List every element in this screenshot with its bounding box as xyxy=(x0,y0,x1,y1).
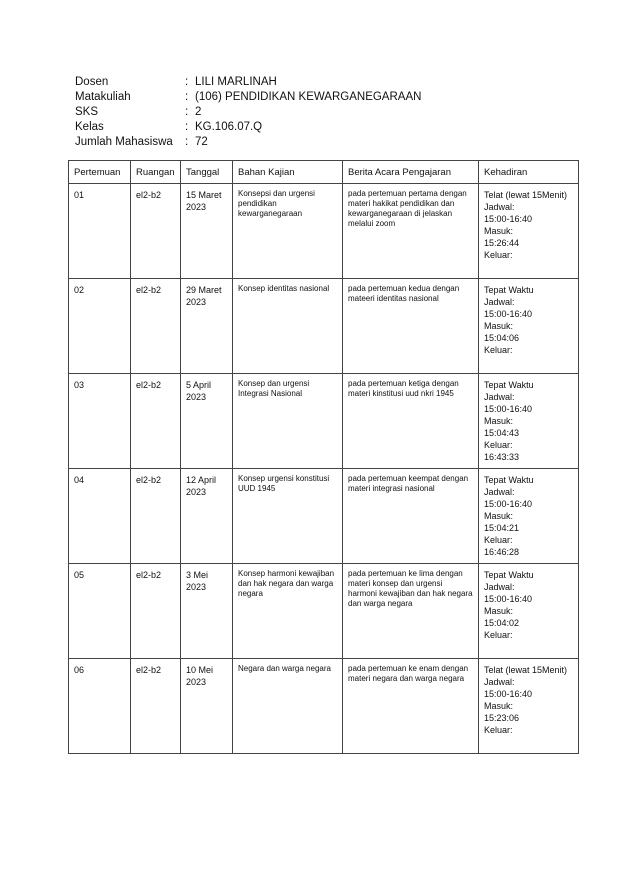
separator: : xyxy=(185,121,189,133)
column-header-tanggal: Tanggal xyxy=(181,161,233,184)
cell-tanggal: 29 Maret 2023 xyxy=(181,279,233,374)
cell-berita-acara: pada pertemuan kedua dengan mateeri identitas nasional xyxy=(343,279,479,374)
separator: : xyxy=(185,106,189,118)
kehadiran-line: Tepat Waktu xyxy=(484,285,534,295)
cell-kehadiran xyxy=(479,469,579,564)
kehadiran-line: Jadwal: xyxy=(484,677,515,687)
matakuliah-value: (106) PENDIDIKAN KEWARGANEGARAAN xyxy=(195,91,422,103)
kehadiran-line: 15:26:44 xyxy=(484,238,520,248)
kehadiran-line: Keluar: xyxy=(484,535,513,545)
kehadiran-line: Tepat Waktu xyxy=(484,475,534,485)
cell-pertemuan: 02 xyxy=(69,279,131,374)
cell-ruangan: el2-b2 xyxy=(131,659,181,754)
kehadiran-line: 15:04:43 xyxy=(484,428,520,438)
kehadiran-line: Masuk: xyxy=(484,511,514,521)
cell-tanggal: 15 Maret 2023 xyxy=(181,184,233,279)
kehadiran-line: Keluar: xyxy=(484,440,513,450)
cell-tanggal: 10 Mei 2023 xyxy=(181,659,233,754)
separator: : xyxy=(185,91,189,103)
sks-value: 2 xyxy=(195,106,202,118)
kehadiran-line: 15:00-16:40 xyxy=(484,689,533,699)
cell-berita-acara: pada pertemuan ketiga dengan materi kinstitusi uud nkri 1945 xyxy=(343,374,479,469)
table-row xyxy=(69,279,579,374)
jumlah-mahasiswa-label: Jumlah Mahasiswa xyxy=(75,136,173,148)
cell-bahan-kajian: Konsep urgensi konstitusi UUD 1945 xyxy=(233,469,343,564)
cell-ruangan: el2-b2 xyxy=(131,279,181,374)
dosen-row xyxy=(75,75,421,90)
kelas-label: Kelas xyxy=(75,121,104,133)
cell-pertemuan: 01 xyxy=(69,184,131,279)
cell-bahan-kajian: Negara dan warga negara xyxy=(233,659,343,754)
attendance-table xyxy=(68,160,579,754)
kehadiran-line: Masuk: xyxy=(484,321,514,331)
kehadiran-line: 15:04:21 xyxy=(484,523,520,533)
cell-kehadiran xyxy=(479,659,579,754)
table-header-row xyxy=(69,161,579,184)
kehadiran-line: 15:23:06 xyxy=(484,713,520,723)
kehadiran-line: Jadwal: xyxy=(484,487,515,497)
kehadiran-line: 16:46:28 xyxy=(484,547,520,557)
cell-kehadiran xyxy=(479,184,579,279)
cell-ruangan: el2-b2 xyxy=(131,469,181,564)
jumlah-mahasiswa-row xyxy=(75,135,421,150)
cell-bahan-kajian: Konsep harmoni kewajiban dan hak negara dan warga negara xyxy=(233,564,343,659)
kehadiran-line: Jadwal: xyxy=(484,297,515,307)
column-header-bahan-kajian: Bahan Kajian xyxy=(233,161,343,184)
sks-label: SKS xyxy=(75,106,99,118)
cell-pertemuan: 05 xyxy=(69,564,131,659)
kehadiran-line: Masuk: xyxy=(484,226,514,236)
kehadiran-line: 15:04:02 xyxy=(484,618,520,628)
kehadiran-line: Jadwal: xyxy=(484,392,515,402)
separator: : xyxy=(185,136,189,148)
kehadiran-line: 15:00-16:40 xyxy=(484,404,533,414)
kehadiran-line: Masuk: xyxy=(484,416,514,426)
cell-tanggal: 12 April 2023 xyxy=(181,469,233,564)
jumlah-mahasiswa-value: 72 xyxy=(195,136,208,148)
dosen-label: Dosen xyxy=(75,76,109,88)
kehadiran-line: Telat (lewat 15Menit) xyxy=(484,665,568,675)
table-row xyxy=(69,659,579,754)
cell-pertemuan: 03 xyxy=(69,374,131,469)
dosen-value: LILI MARLINAH xyxy=(195,76,277,88)
kehadiran-line: Jadwal: xyxy=(484,202,515,212)
cell-kehadiran xyxy=(479,564,579,659)
table-row xyxy=(69,374,579,469)
kehadiran-line: 15:00-16:40 xyxy=(484,499,533,509)
table-row xyxy=(69,564,579,659)
kehadiran-line: 15:04:06 xyxy=(484,333,520,343)
kehadiran-line: Keluar: xyxy=(484,250,513,260)
cell-berita-acara: pada pertemuan keempat dengan materi integrasi nasional xyxy=(343,469,479,564)
cell-berita-acara: pada pertemuan pertama dengan materi hakikat pendidikan dan kewarganegaraan di jelaskan melalui zoom xyxy=(343,184,479,279)
cell-bahan-kajian: Konsep identitas nasional xyxy=(233,279,343,374)
kehadiran-line: Keluar: xyxy=(484,630,513,640)
report-header xyxy=(75,75,421,150)
kelas-row xyxy=(75,120,421,135)
separator: : xyxy=(185,76,189,88)
cell-berita-acara: pada pertemuan ke lima dengan materi konsep dan urgensi harmoni kewajiban dan hak negara dan warga negara xyxy=(343,564,479,659)
cell-berita-acara: pada pertemuan ke enam dengan materi negara dan warga negara xyxy=(343,659,479,754)
kelas-value: KG.106.07.Q xyxy=(195,121,263,133)
cell-bahan-kajian: Konsepsi dan urgensi pendidikan kewarganegaraan xyxy=(233,184,343,279)
kehadiran-line: Keluar: xyxy=(484,345,513,355)
column-header-kehadiran: Kehadiran xyxy=(479,161,579,184)
cell-ruangan: el2-b2 xyxy=(131,184,181,279)
column-header-pertemuan: Pertemuan xyxy=(69,161,131,184)
cell-ruangan: el2-b2 xyxy=(131,374,181,469)
kehadiran-line: Masuk: xyxy=(484,606,514,616)
kehadiran-line: 16:43:33 xyxy=(484,452,520,462)
cell-kehadiran xyxy=(479,374,579,469)
table-row xyxy=(69,469,579,564)
column-header-ruangan: Ruangan xyxy=(131,161,181,184)
cell-pertemuan: 04 xyxy=(69,469,131,564)
kehadiran-line: Jadwal: xyxy=(484,582,515,592)
matakuliah-row xyxy=(75,90,421,105)
cell-tanggal: 5 April 2023 xyxy=(181,374,233,469)
kehadiran-line: 15:00-16:40 xyxy=(484,594,533,604)
cell-bahan-kajian: Konsep dan urgensi Integrasi Nasional xyxy=(233,374,343,469)
kehadiran-line: 15:00-16:40 xyxy=(484,214,533,224)
cell-kehadiran xyxy=(479,279,579,374)
cell-tanggal: 3 Mei 2023 xyxy=(181,564,233,659)
kehadiran-line: Tepat Waktu xyxy=(484,570,534,580)
cell-pertemuan: 06 xyxy=(69,659,131,754)
kehadiran-line: 15:00-16:40 xyxy=(484,309,533,319)
cell-ruangan: el2-b2 xyxy=(131,564,181,659)
kehadiran-line: Masuk: xyxy=(484,701,514,711)
matakuliah-label: Matakuliah xyxy=(75,91,131,103)
table-row xyxy=(69,184,579,279)
column-header-berita-acara: Berita Acara Pengajaran xyxy=(343,161,479,184)
kehadiran-line: Telat (lewat 15Menit) xyxy=(484,190,568,200)
kehadiran-line: Tepat Waktu xyxy=(484,380,534,390)
sks-row xyxy=(75,105,421,120)
kehadiran-line: Keluar: xyxy=(484,725,513,735)
